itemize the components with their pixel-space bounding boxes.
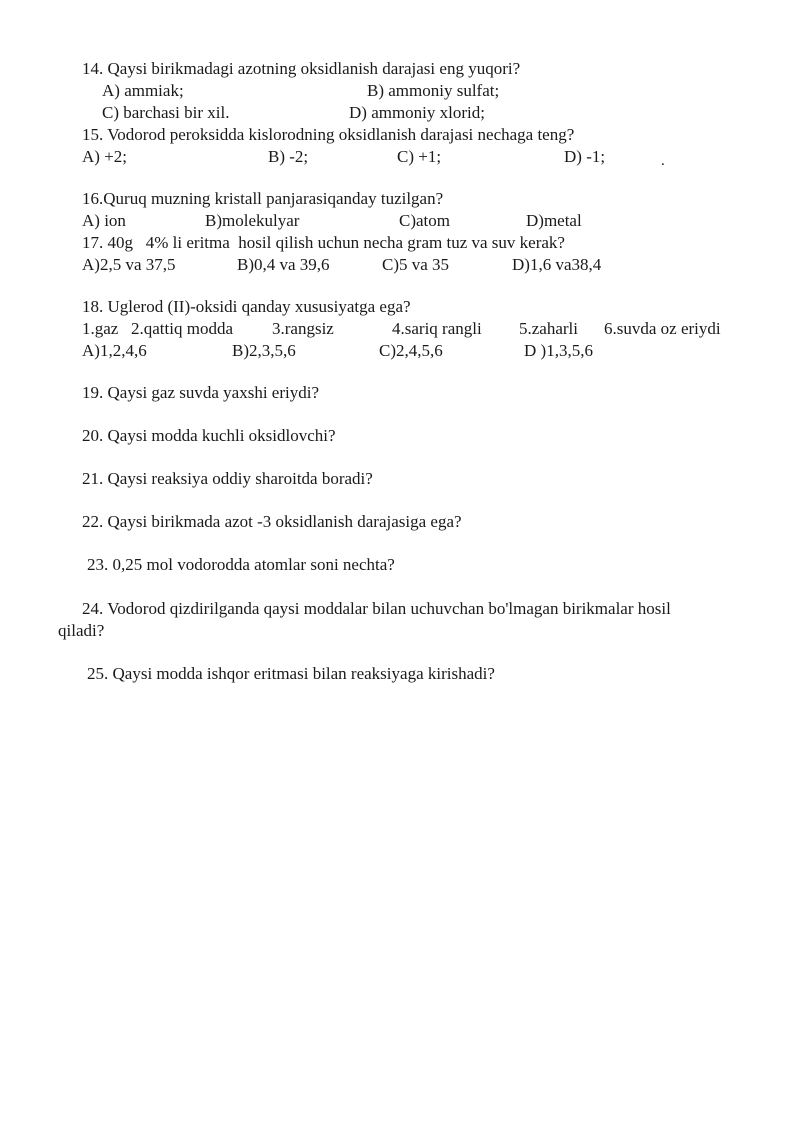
q18-option-c: C)2,4,5,6: [379, 341, 443, 360]
q18-property-3: 3.rangsiz: [272, 319, 334, 338]
stray-mark: .: [661, 153, 665, 169]
q15-option-a: A) +2;: [82, 147, 127, 166]
q18-property-1: 1.gaz: [82, 319, 119, 338]
q17-option-b: B)0,4 va 39,6: [237, 255, 330, 274]
question-20: 20. Qaysi modda kuchli oksidlovchi?: [82, 426, 336, 445]
q14-option-d: D) ammoniy xlorid;: [349, 103, 485, 122]
q16-option-c: C)atom: [399, 211, 450, 230]
q16-option-b: B)molekulyar: [205, 211, 300, 230]
question-15: 15. Vodorod peroksidda kislorodning oksidlanish darajasi nechaga teng?: [82, 125, 575, 144]
q17-option-c: C)5 va 35: [382, 255, 450, 274]
q18-option-d: D )1,3,5,6: [524, 341, 593, 360]
q17-option-d: D)1,6 va38,4: [512, 255, 602, 274]
q18-property-6: 6.suvda oz eriydi: [604, 319, 721, 338]
q18-property-4: 4.sariq rangli: [392, 319, 482, 338]
question-14: 14. Qaysi birikmadagi azotning oksidlanish darajasi eng yuqori?: [82, 59, 521, 78]
question-25: 25. Qaysi modda ishqor eritmasi bilan reaksiyaga kirishadi?: [87, 664, 495, 683]
q18-property-5: 5.zaharli: [519, 319, 578, 338]
question-21: 21. Qaysi reaksiya oddiy sharoitda boradi?: [82, 469, 373, 488]
q14-option-b: B) ammoniy sulfat;: [367, 81, 500, 100]
question-23: 23. 0,25 mol vodorodda atomlar soni nechta?: [87, 555, 395, 574]
question-19: 19. Qaysi gaz suvda yaxshi eriydi?: [82, 383, 319, 402]
q18-property-2: 2.qattiq modda: [131, 319, 233, 338]
q14-option-c: C) barchasi bir xil.: [102, 103, 230, 122]
q14-option-a: A) ammiak;: [102, 81, 184, 100]
q16-option-a: A) ion: [82, 211, 126, 230]
question-17: 17. 40g 4% li eritma hosil qilish uchun necha gram tuz va suv kerak?: [82, 233, 565, 252]
q15-option-c: C) +1;: [397, 147, 442, 166]
question-24: 24. Vodorod qizdirilganda qaysi moddalar bilan uchuvchan bo'lmagan birikmalar hosil: [82, 599, 671, 618]
q17-option-a: A)2,5 va 37,5: [82, 255, 176, 274]
question-22: 22. Qaysi birikmada azot -3 oksidlanish darajasiga ega?: [82, 512, 462, 531]
question-16: 16.Quruq muzning kristall panjarasiqanday tuzilgan?: [82, 189, 444, 208]
q16-option-d: D)metal: [526, 211, 582, 230]
question-18: 18. Uglerod (II)-oksidi qanday xususiyatga ega?: [82, 297, 411, 316]
q18-option-a: A)1,2,4,6: [82, 341, 147, 360]
q15-option-d: D) -1;: [564, 147, 606, 166]
q18-option-b: B)2,3,5,6: [232, 341, 296, 360]
question-24-continuation: qiladi?: [58, 621, 105, 640]
q15-option-b: B) -2;: [268, 147, 309, 166]
